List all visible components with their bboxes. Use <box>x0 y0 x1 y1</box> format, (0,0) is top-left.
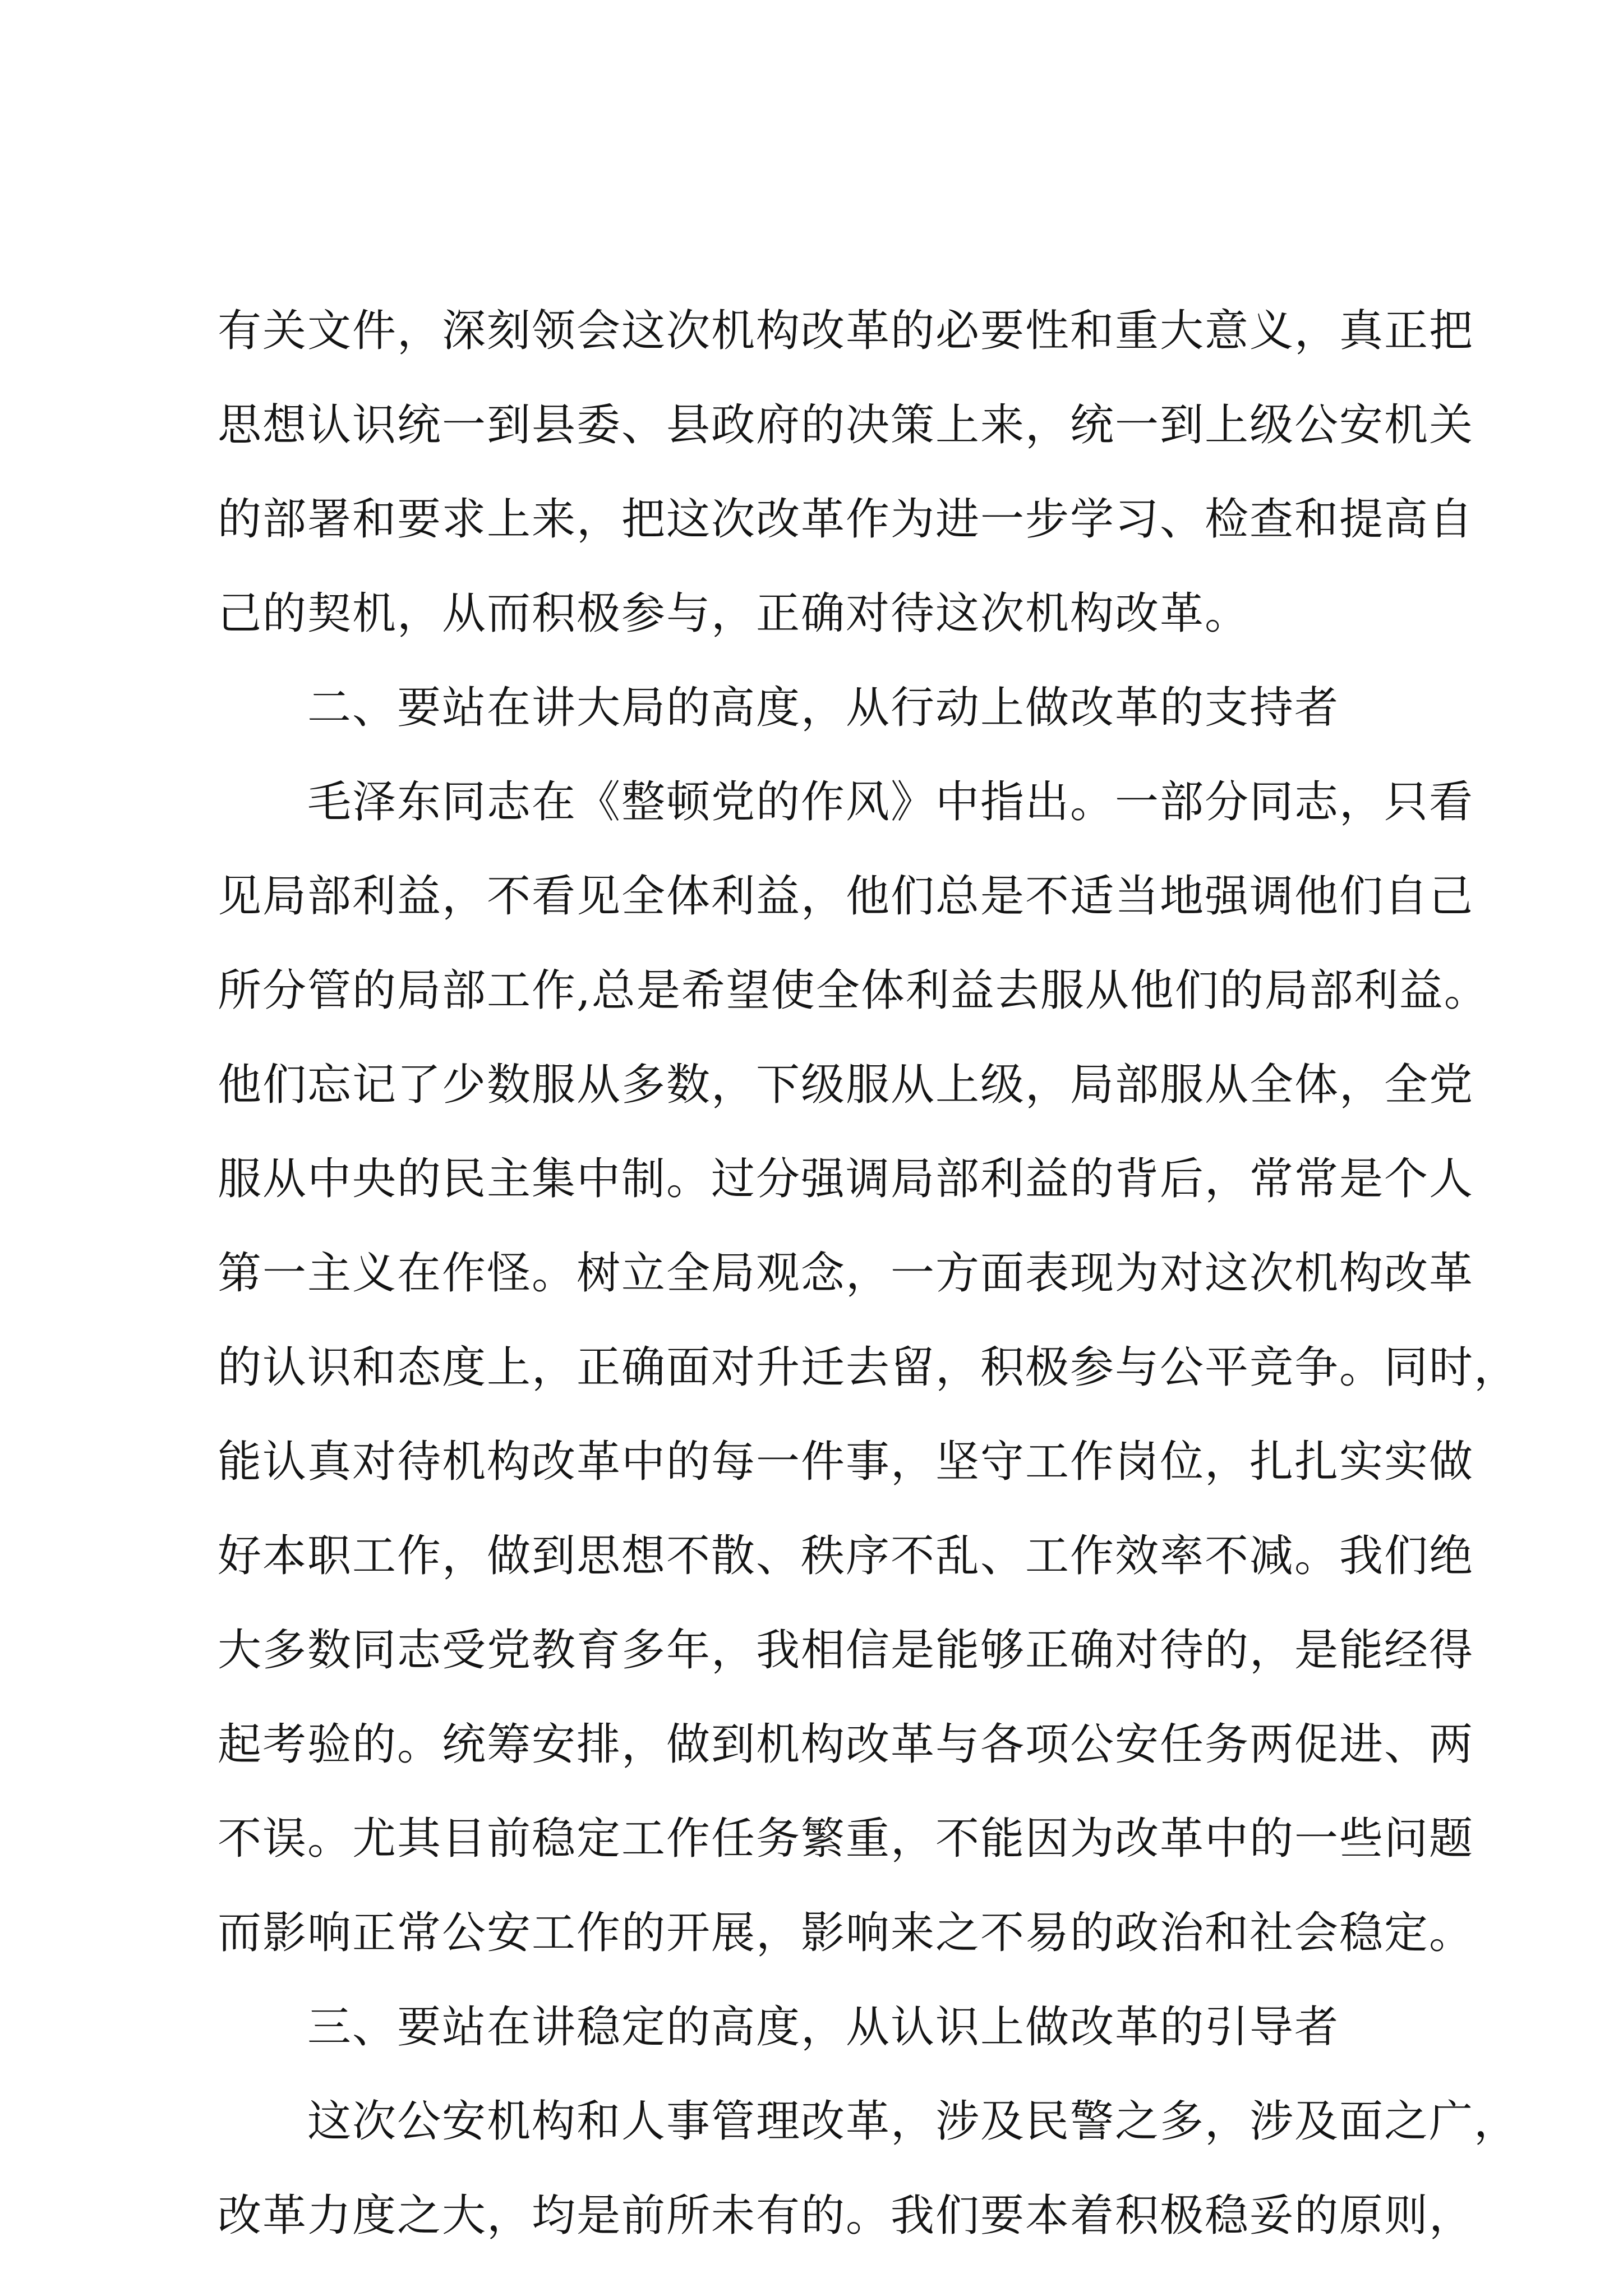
section-heading: 二、要站在讲大局的高度，从行动上做改革的支持者 <box>307 683 1340 733</box>
text-line: 所分管的局部工作,总是希望使全体利益去服从他们的局部利益。 <box>218 965 1489 1016</box>
text-line: 毛泽东同志在《整顿党的作风》中指出。一部分同志，只看 <box>307 777 1474 827</box>
text-line: 这次公安机构和人事管理改革，涉及民警之多，涉及面之广， <box>307 2096 1519 2147</box>
text-line: 大多数同志受党教育多年，我相信是能够正确对待的，是能经得 <box>218 1625 1474 1676</box>
text-line: 的认识和态度上，正确面对升迁去留，积极参与公平竞争。同时， <box>218 1342 1519 1393</box>
text-line: 起考验的。统筹安排，做到机构改革与各项公安任务两促进、两 <box>218 1719 1474 1770</box>
text-line: 能认真对待机构改革中的每一件事，坚守工作岗位，扎扎实实做 <box>218 1437 1474 1487</box>
text-line: 的部署和要求上来，把这次改革作为进一步学习、检查和提高自 <box>218 494 1474 545</box>
text-line: 改革力度之大，均是前所未有的。我们要本着积极稳妥的原则， <box>218 2191 1474 2241</box>
text-line: 己的契机，从而积极参与，正确对待这次机构改革。 <box>218 588 1250 639</box>
text-line: 见局部利益，不看见全体利益，他们总是不适当地强调他们自己 <box>218 871 1474 922</box>
text-line: 他们忘记了少数服从多数，下级服从上级，局部服从全体，全党 <box>218 1060 1474 1110</box>
text-line: 好本职工作，做到思想不散、秩序不乱、工作效率不减。我们绝 <box>218 1531 1474 1581</box>
text-line: 服从中央的民主集中制。过分强调局部利益的背后，常常是个人 <box>218 1154 1474 1204</box>
section-heading: 三、要站在讲稳定的高度，从认识上做改革的引导者 <box>307 2002 1340 2053</box>
text-line: 第一主义在作怪。树立全局观念，一方面表现为对这次机构改革 <box>218 1248 1474 1299</box>
text-line: 而影响正常公安工作的开展，影响来之不易的政治和社会稳定。 <box>218 1908 1474 1958</box>
text-line: 有关文件，深刻领会这次机构改革的必要性和重大意义，真正把 <box>218 306 1474 356</box>
text-line: 思想认识统一到县委、县政府的决策上来，统一到上级公安机关 <box>218 400 1474 450</box>
text-line: 不误。尤其目前稳定工作任务繁重，不能因为改革中的一些问题 <box>218 1814 1474 1864</box>
